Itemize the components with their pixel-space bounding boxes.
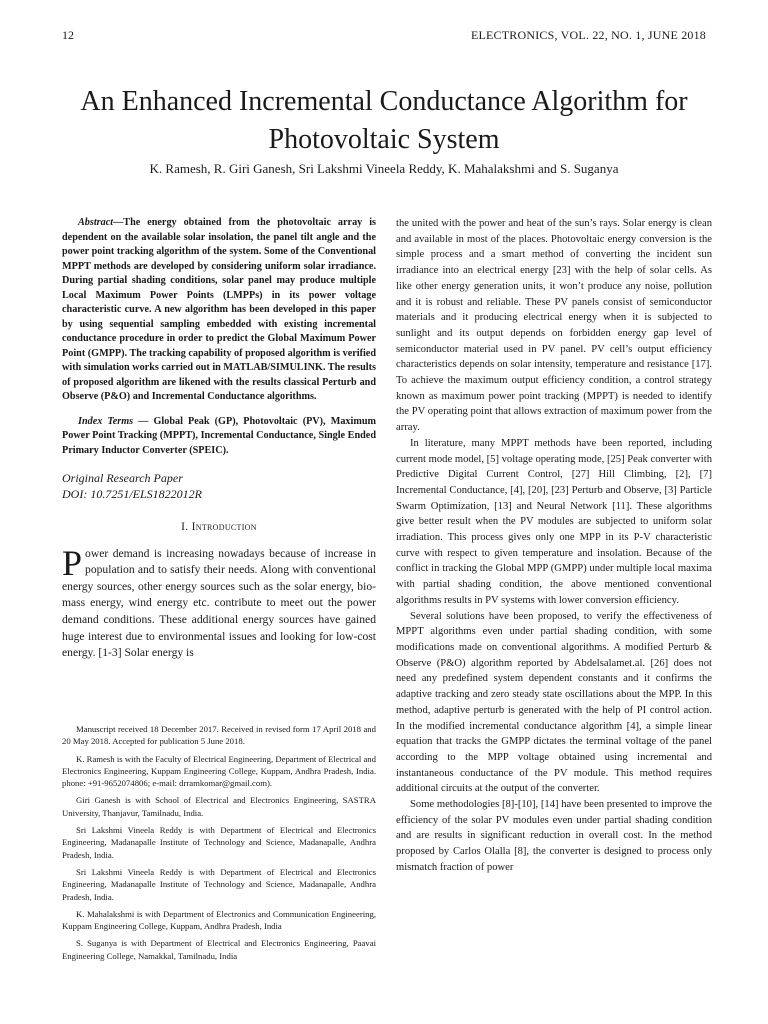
page-number: 12 — [62, 28, 74, 42]
footnote: K. Ramesh is with the Faculty of Electrical Engineering, Department of Electrical and Electronics Engineering, Kuppam Engineering College, Kuppam, Andhra Pradesh, India. phone: +91-9652074806; e-mail: drramkomar@gmail.com). — [62, 753, 376, 789]
intro-paragraph — [62, 542, 376, 662]
index-terms-label: Index Terms — [78, 415, 134, 427]
body-paragraph: Several solutions have been proposed, to verify the effectiveness of MPPT algorithms even under partial shading condition, with some modifications made on conventional algorithms. A modified Perturb & Observe (P&O) algorithm reported by Abdelsalamet.al. [26] does not need any predefined system dependent constants and it confirms the adaptive tracking and zero steady state oscillations about the MPP. In this method, adaptive perturb is generated with the help of PI control action. In the modified incremental conductance algorithm [4], a simple linear equation that tracks the GMPP dictates the terminal voltage of the panel according to the MPP voltage obtained using incremental and instantaneous conductance of the PV module. This method requires additional circuits at the output of the converter. — [396, 610, 712, 795]
running-header — [62, 28, 706, 44]
right-column — [396, 216, 712, 876]
abstract-text: —The energy obtained from the photovoltaic array is dependent on the available solar insolation, the panel tilt angle and the power point tracking algorithm of the system. Some of the Conventional MPPT methods are developed by considering uniform solar irradiance. During partial shading conditions, solar panel may produce multiple Local Maximum Power Points (LMPPs) in its power voltage characteristic curve. A new algorithm has been developed in this paper by using sequential sampling embedded with existing incremental conductance procedure in order to predict the Global Maximum Power Point (GMPP). The tracking capability of proposed algorithm is verified with simulation works carried out in MATLAB/SIMULINK. The results of proposed algorithm are likened with the results classical Perturb and Observe (P&O) and Incremental Conductance algorithms. — [62, 217, 376, 402]
abstract-label: Abstract — [78, 217, 114, 228]
paper-title: An Enhanced Incremental Conductance Algorithm for Photovoltaic System — [80, 85, 688, 155]
footnote: S. Suganya is with Department of Electrical and Electronics Engineering, Paavai Engineering College, Namakkal, Tamilnadu, India — [62, 938, 376, 961]
section-heading: I. Introduction — [181, 521, 257, 533]
paper-type: Original Research Paper — [62, 471, 183, 485]
footnote: Manuscript received 18 December 2017. Received in revised form 17 April 2018 and 20 May 2018. Accepted for publication 5 June 2018. — [62, 724, 376, 747]
index-terms — [62, 415, 376, 459]
footnotes — [62, 723, 376, 967]
drop-cap: P — [62, 542, 83, 583]
paper-meta — [62, 470, 376, 502]
footnote: Giri Ganesh is with School of Electrical and Electronics Engineering, SASTRA University, Thanjavur, Tamilnadu, India. — [62, 795, 376, 818]
index-terms-text: — Global Peak (GP), Photovoltaic (PV), Maximum Power Point Tracking (MPPT), Incremental Conductance, Single Ended Primary Inductor Converter (SPEIC). — [62, 415, 376, 456]
journal-name: ELECTRONICS, VOL. 22, NO. 1, JUNE 2018 — [470, 28, 706, 42]
intro-text: ower demand is increasing nowadays because of increase in population and to satisfy their needs. Along with conventional energy sources, other energy sources such as the solar energy, bio-mass energy, wind energy etc. contribute to meet out the power demand conditions. These additional energy sources have gained huge interest due to environmental issues and looking for low-cost energy. [1-3] Solar energy is — [62, 546, 376, 660]
footnote: Sri Lakshmi Vineela Reddy is with Department of Electrical and Electronics Engineering, Madanapalle Institute of Technology and Science, Madanapalle, Andhra Pradesh, India. — [62, 866, 376, 902]
body-paragraph: the united with the power and heat of the sun’s rays. Solar energy is clean and available in most of the places. Photovoltaic energy conversion is the simple process and a smart method of converting the incident sun irradiance into an electrical energy [23] with the help of solar cells. As like other energy generation units, it won’t produce any noise, pollution and it is robust and reliable. These PV panels consist of semiconductor materials and it producing electrical energy when it is subjected to sunlight and its output depends on forbidden energy gap level of semiconductor material used in PV panel. PV cell’s output efficiency characteristics depends on solar intensity, temperature and resistance [17]. To achieve the maximum output efficiency condition, a control strategy known as maximum power point tracking (MPPT) is needed to identify the PV operating point that allows extraction of maximum power from the array. — [396, 218, 712, 434]
left-column — [62, 216, 376, 662]
doi: DOI: 10.7251/ELS1822012R — [62, 487, 202, 501]
footnote: K. Mahalakshmi is with Department of Electronics and Communication Engineering, Kuppam Engineering College, Kuppam, Andhra Pradesh, India — [62, 908, 376, 932]
author-list: K. Ramesh, R. Giri Ganesh, Sri Lakshmi Vineela Reddy, K. Mahalakshmi and S. Suganya — [149, 161, 619, 176]
abstract — [62, 216, 376, 405]
body-paragraph: Some methodologies [8]-[10], [14] have been presented to improve the efficiency of the solar PV modules even under partial shading condition and are results in significant reduction in overall cost. In the method proposed by Carlos Olalla [8], the converter is designed to process only mismatch fraction of power — [396, 799, 712, 873]
body-paragraph: In literature, many MPPT methods have been reported, including current mode model, [5] voltage operating mode, [25] Peak converter with Predictive Digital Current Control, [27] Hill Climbing, [2], [7] Incremental Conductance, [4], [20], [23] Perturb and Observe, [3] Particle Swarm Optimization, [13] and Neural Network [11]. These algorithms give better result when the PV modules are subjected to uniform solar irradiation. This process gives only one MPP in its P-V characteristic curve with respect to given temperature and insolation. Because of the conflict in tracking the Global MPP (GMPP) under multiple local maxima with partial shading condition, the above mentioned conventional algorithms results in PV systems with lower conversion efficiency. — [396, 437, 712, 606]
footnote: Sri Lakshmi Vineela Reddy is with Department of Electrical and Electronics Engineering, Madanapalle Institute of Technology and Science, Madanapalle, Andhra Pradesh, India. — [62, 825, 376, 860]
